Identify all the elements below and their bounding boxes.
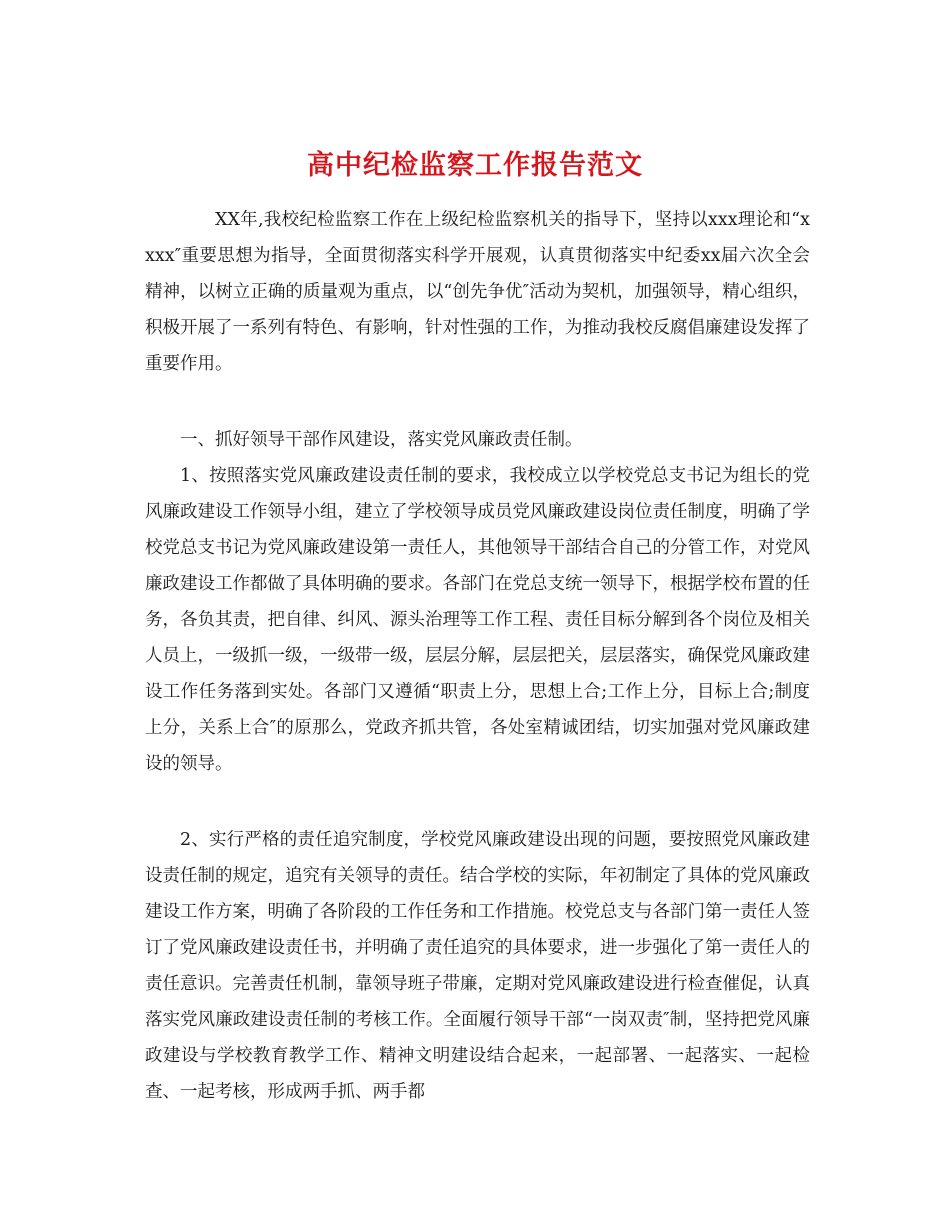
section-1-item-1: 1、按照落实党风廉政建设责任制的要求，我校成立以学校党总支书记为组长的党风廉政建设工作领导小组，建立了学校领导成员党风廉政建设岗位责任制度，明确了学校党总支书记为党风廉政建设第一责任人，其他领导干部结合自己的分管工作，对党风廉政建设工作都做了具体明确的要求。各部门在党总支统一领导下，根据学校布置的任务，各负其责，把自律、纠风、源头治理等工作工程、责任目标分解到各个岗位及相关人员上，一级抓一级，一级带一级，层层分解，层层把关，层层落实，确保党风廉政建设工作任务落到实处。各部门又遵循“职责上分，思想上合;工作上分，目标上合;制度上分，关系上合″的原那么，党政齐抓共管，各处室精诚团结，切实加强对党风廉政建设的领导。 — [145, 466, 810, 774]
section-1-item-2: 2、实行严格的责任追究制度，学校党风廉政建设出现的问题，要按照党风廉政建设责任制的规定，追究有关领导的责任。结合学校的实际，年初制定了具体的党风廉政建设工作方案，明确了各阶段的工作任务和工作措施。校党总支与各部门第一责任人签订了党风廉政建设责任书，并明确了责任追究的具体要求，进一步强化了第一责任人的责任意识。完善责任机制，靠领导班子带廉，定期对党风廉政建设进行检查催促，认真落实党风廉政建设责任制的考核工作。全面履行领导干部“一岗双责″制，坚持把党风廉政建设与学校教育教学工作、精神文明建设结合起来，一起部署、一起落实、一起检查、一起考核，形成两手抓、两手都 — [145, 830, 810, 1102]
document-title: 高中纪检监察工作报告范文 — [307, 150, 643, 182]
intro-paragraph: XX年,我校纪检监察工作在上级纪检监察机关的指导下，坚持以xxx理论和“xxxx″重要思想为指导，全面贯彻落实科学开展观，认真贯彻落实中纪委xx届六次全会精神，以树立正确的质量观为重点，以“创先争优″活动为契机，加强领导，精心组织，积极开展了一系列有特色、有影响，针对性强的工作，为推动我校反腐倡廉建设发挥了重要作用。 — [145, 210, 810, 374]
section-heading-1: 一、抓好领导干部作风建设，落实党风廉政责任制。 — [180, 430, 583, 450]
